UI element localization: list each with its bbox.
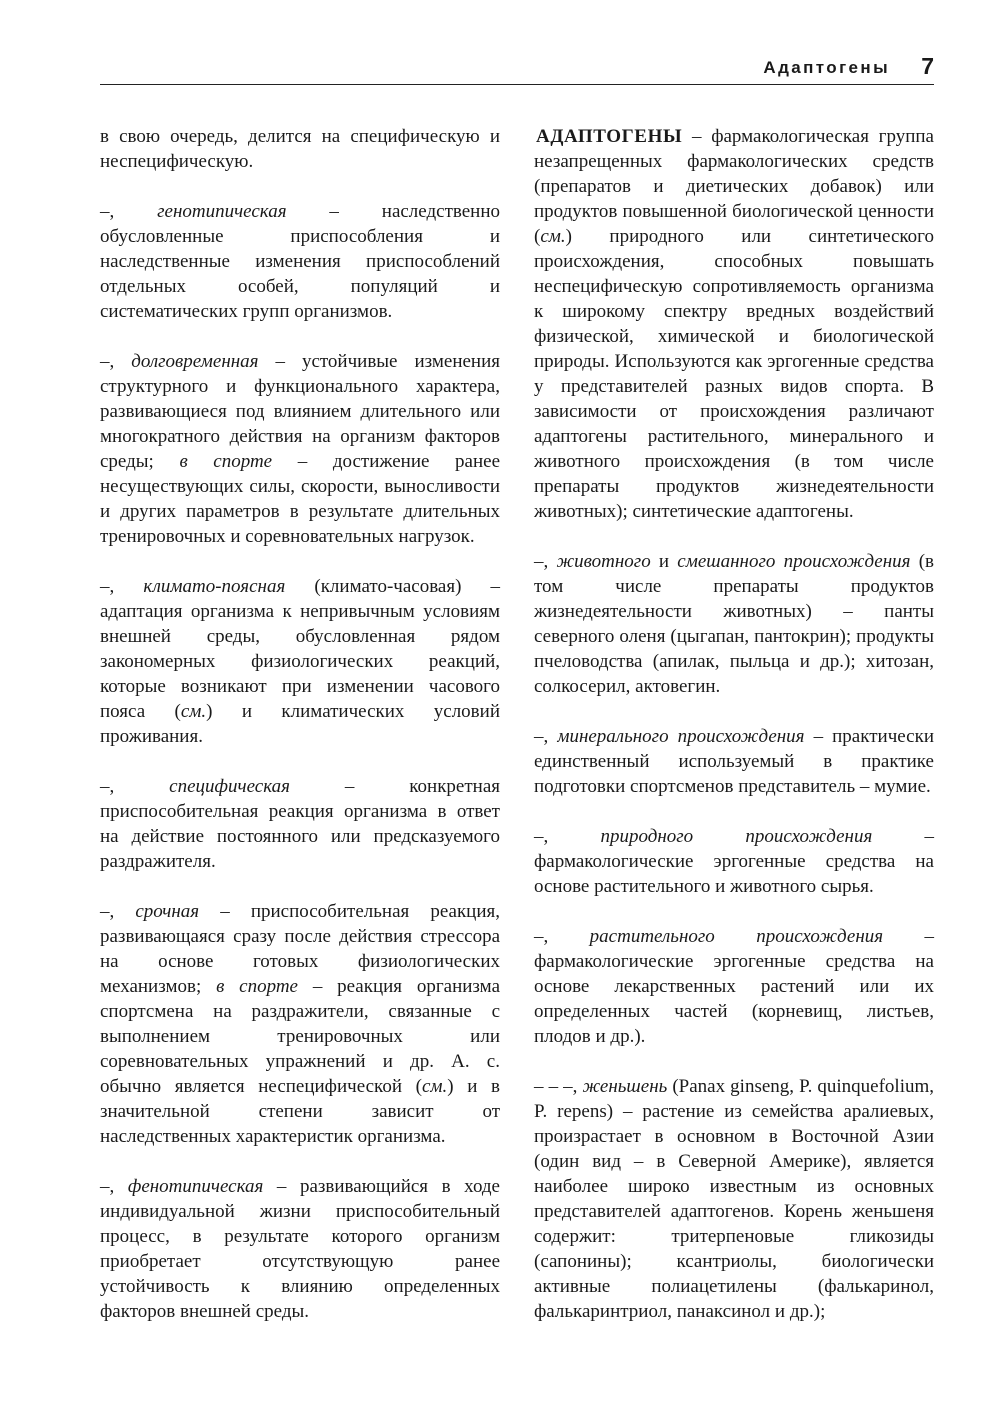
entry-term: специфическая	[169, 776, 290, 797]
right-column	[534, 124, 934, 1349]
entry-phenotypic	[100, 1174, 500, 1324]
entry-urgent	[100, 899, 500, 1149]
entry-term: климато-поясная	[143, 576, 286, 597]
entry-dash: –,	[100, 901, 136, 922]
entry-text: – наследственно обусловленные приспособления и наследственные изменения приспособлений отдельных особей, популяций и систематических групп организмов.	[100, 201, 501, 322]
entry-term-secondary: в спорте	[179, 451, 273, 472]
entry-text: и	[650, 551, 678, 572]
entry-text: – устойчивые изменения структурного и функционального характера, развивающиеся под влиянием длительного или многократного действия на организм факторов среды;	[100, 351, 500, 472]
entry-text: (Panax ginseng, P. quinquefolium, P. repens) – растение из семейства аралиевых, произрастает в основном в Восточной Азии (один вид – в Северной Америке), является наиболее широко известным из основных представителей адаптогенов. Корень женьшеня содержит: тритерпеновые гликозиды (сапонины); ксантриолы, биологически активные полиацетилены (фалькаринол, фалькаринтриол, панаксинол и др.);	[534, 1076, 935, 1322]
entry-text: – фармакологические эргогенные средства на основе лекарственных растений или их определенных частей (корневищ, листьев, плодов и др.).	[534, 926, 934, 1047]
entry-dash: –,	[100, 201, 158, 222]
entry-climate-zone	[100, 574, 500, 749]
entry-text: – фармакологические эргогенные средства на основе растительного и животного сырья.	[534, 826, 935, 897]
entry-term-secondary: смешанного происхождения	[677, 551, 911, 572]
entry-plant-origin	[534, 924, 934, 1049]
entry-dash: – – –,	[534, 1076, 583, 1097]
entry-mineral-origin	[534, 724, 934, 799]
entry-text-secondary: ) и климатических условий проживания.	[100, 701, 500, 747]
entry-specific	[100, 774, 500, 874]
entry-natural-origin	[534, 824, 934, 899]
headword: АДАПТОГЕНЫ	[536, 126, 683, 147]
entry-dash: –,	[534, 726, 558, 747]
entry-dash: –,	[534, 826, 601, 847]
entry-term-tertiary: см.	[421, 1076, 448, 1097]
entry-ginseng	[534, 1074, 934, 1324]
entry-term: фенотипическая	[127, 1176, 264, 1197]
entry-text: – конкретная приспособительная реакция организма в ответ на действие постоянного или предсказуемого раздражителя.	[100, 776, 500, 872]
entry-text-secondary: – достижение ранее несуществующих силы, скорости, выносливости и других параметров в результате длительных тренировочных и соревновательных нагрузок.	[100, 451, 501, 547]
entry-dash: –,	[100, 576, 144, 597]
entry-term: растительного происхождения	[589, 926, 884, 947]
entry-dash: –,	[534, 926, 590, 947]
entry-long-term	[100, 349, 500, 549]
entry-text: – фармакологическая группа незапрещенных фармакологических средств (препаратов и диетических добавок) или продуктов повышенной биологической ценности (	[534, 126, 934, 247]
entry-term: генотипическая	[157, 201, 287, 222]
entry-animal-origin	[534, 549, 934, 699]
entry-dash: –,	[100, 776, 170, 797]
entry-text: – приспособительная реакция, развивающаяся сразу после действия стрессора на основе готовых физиологических механизмов;	[100, 901, 500, 997]
entry-term: срочная	[135, 901, 200, 922]
entry-dash: –,	[100, 351, 132, 372]
running-head-title: Адаптогены	[763, 58, 890, 77]
entry-term-secondary: в спорте	[216, 976, 298, 997]
running-head	[100, 54, 934, 85]
entry-term: см.	[540, 226, 566, 247]
entry-text-secondary: ) природного или синтетического происхождения, способных повышать неспецифическую сопротивляемость организма к широкому спектру вредных воздействий физической, химической и биологической природы. Используются как эргогенные средства у представителей разных видов спорта. В зависимости от происхождения различают адаптогены растительного, минерального и животного происхождения (в том числе препараты продуктов жизнедеятельности животных); синтетические адаптогены.	[534, 226, 934, 522]
continuation-paragraph: в свою очередь, делится на специфическую и неспецифическую.	[100, 126, 500, 172]
entry-genotypic	[100, 199, 500, 324]
page-number: 7	[921, 53, 934, 79]
entry-text-secondary: (в том числе препараты продуктов жизнедеятельности животных) – панты северного оленя (цыгапан, пантокрин); продукты пчеловодства (апилак, пыльца и др.); хитозан, солкосерил, актовегин.	[534, 551, 934, 697]
entry-text: – развивающийся в ходе индивидуальной жизни приспособительный процесс, в результате которого организм приобретает отсутствующую ранее устойчивость к влиянию определенных факторов внешней среды.	[100, 1176, 500, 1322]
left-column	[100, 124, 500, 1349]
entry-term: минерального происхождения	[557, 726, 805, 747]
entry-text: (климато-часовая) – адаптация организма к непривычным условиям внешней среды, обусловленная рядом закономерных физиологических реакций, которые возникают при изменении часового пояса (	[100, 576, 500, 722]
entry-term: долговременная	[131, 351, 259, 372]
entry-text-tertiary: ) и в значительной степени зависит от наследственных характеристик организма.	[100, 1076, 500, 1147]
entry-term: животного	[556, 551, 651, 572]
entry-text: – практически единственный используемый в практике подготовки спортсменов представитель – мумие.	[534, 726, 934, 797]
entry-text-secondary: – реакция организма спортсмена на раздражители, связанные с выполнением тренировочных или соревновательных упражнений и др. А. с. обычно является неспецифической (	[100, 976, 500, 1097]
entry-term: природного происхождения	[600, 826, 873, 847]
entry-dash: –,	[534, 551, 557, 572]
entry-term: женьшень	[582, 1076, 668, 1097]
entry-dash: –,	[100, 1176, 128, 1197]
entry-adaptogens-main	[534, 124, 934, 524]
entry-term-secondary: см.	[180, 701, 207, 722]
